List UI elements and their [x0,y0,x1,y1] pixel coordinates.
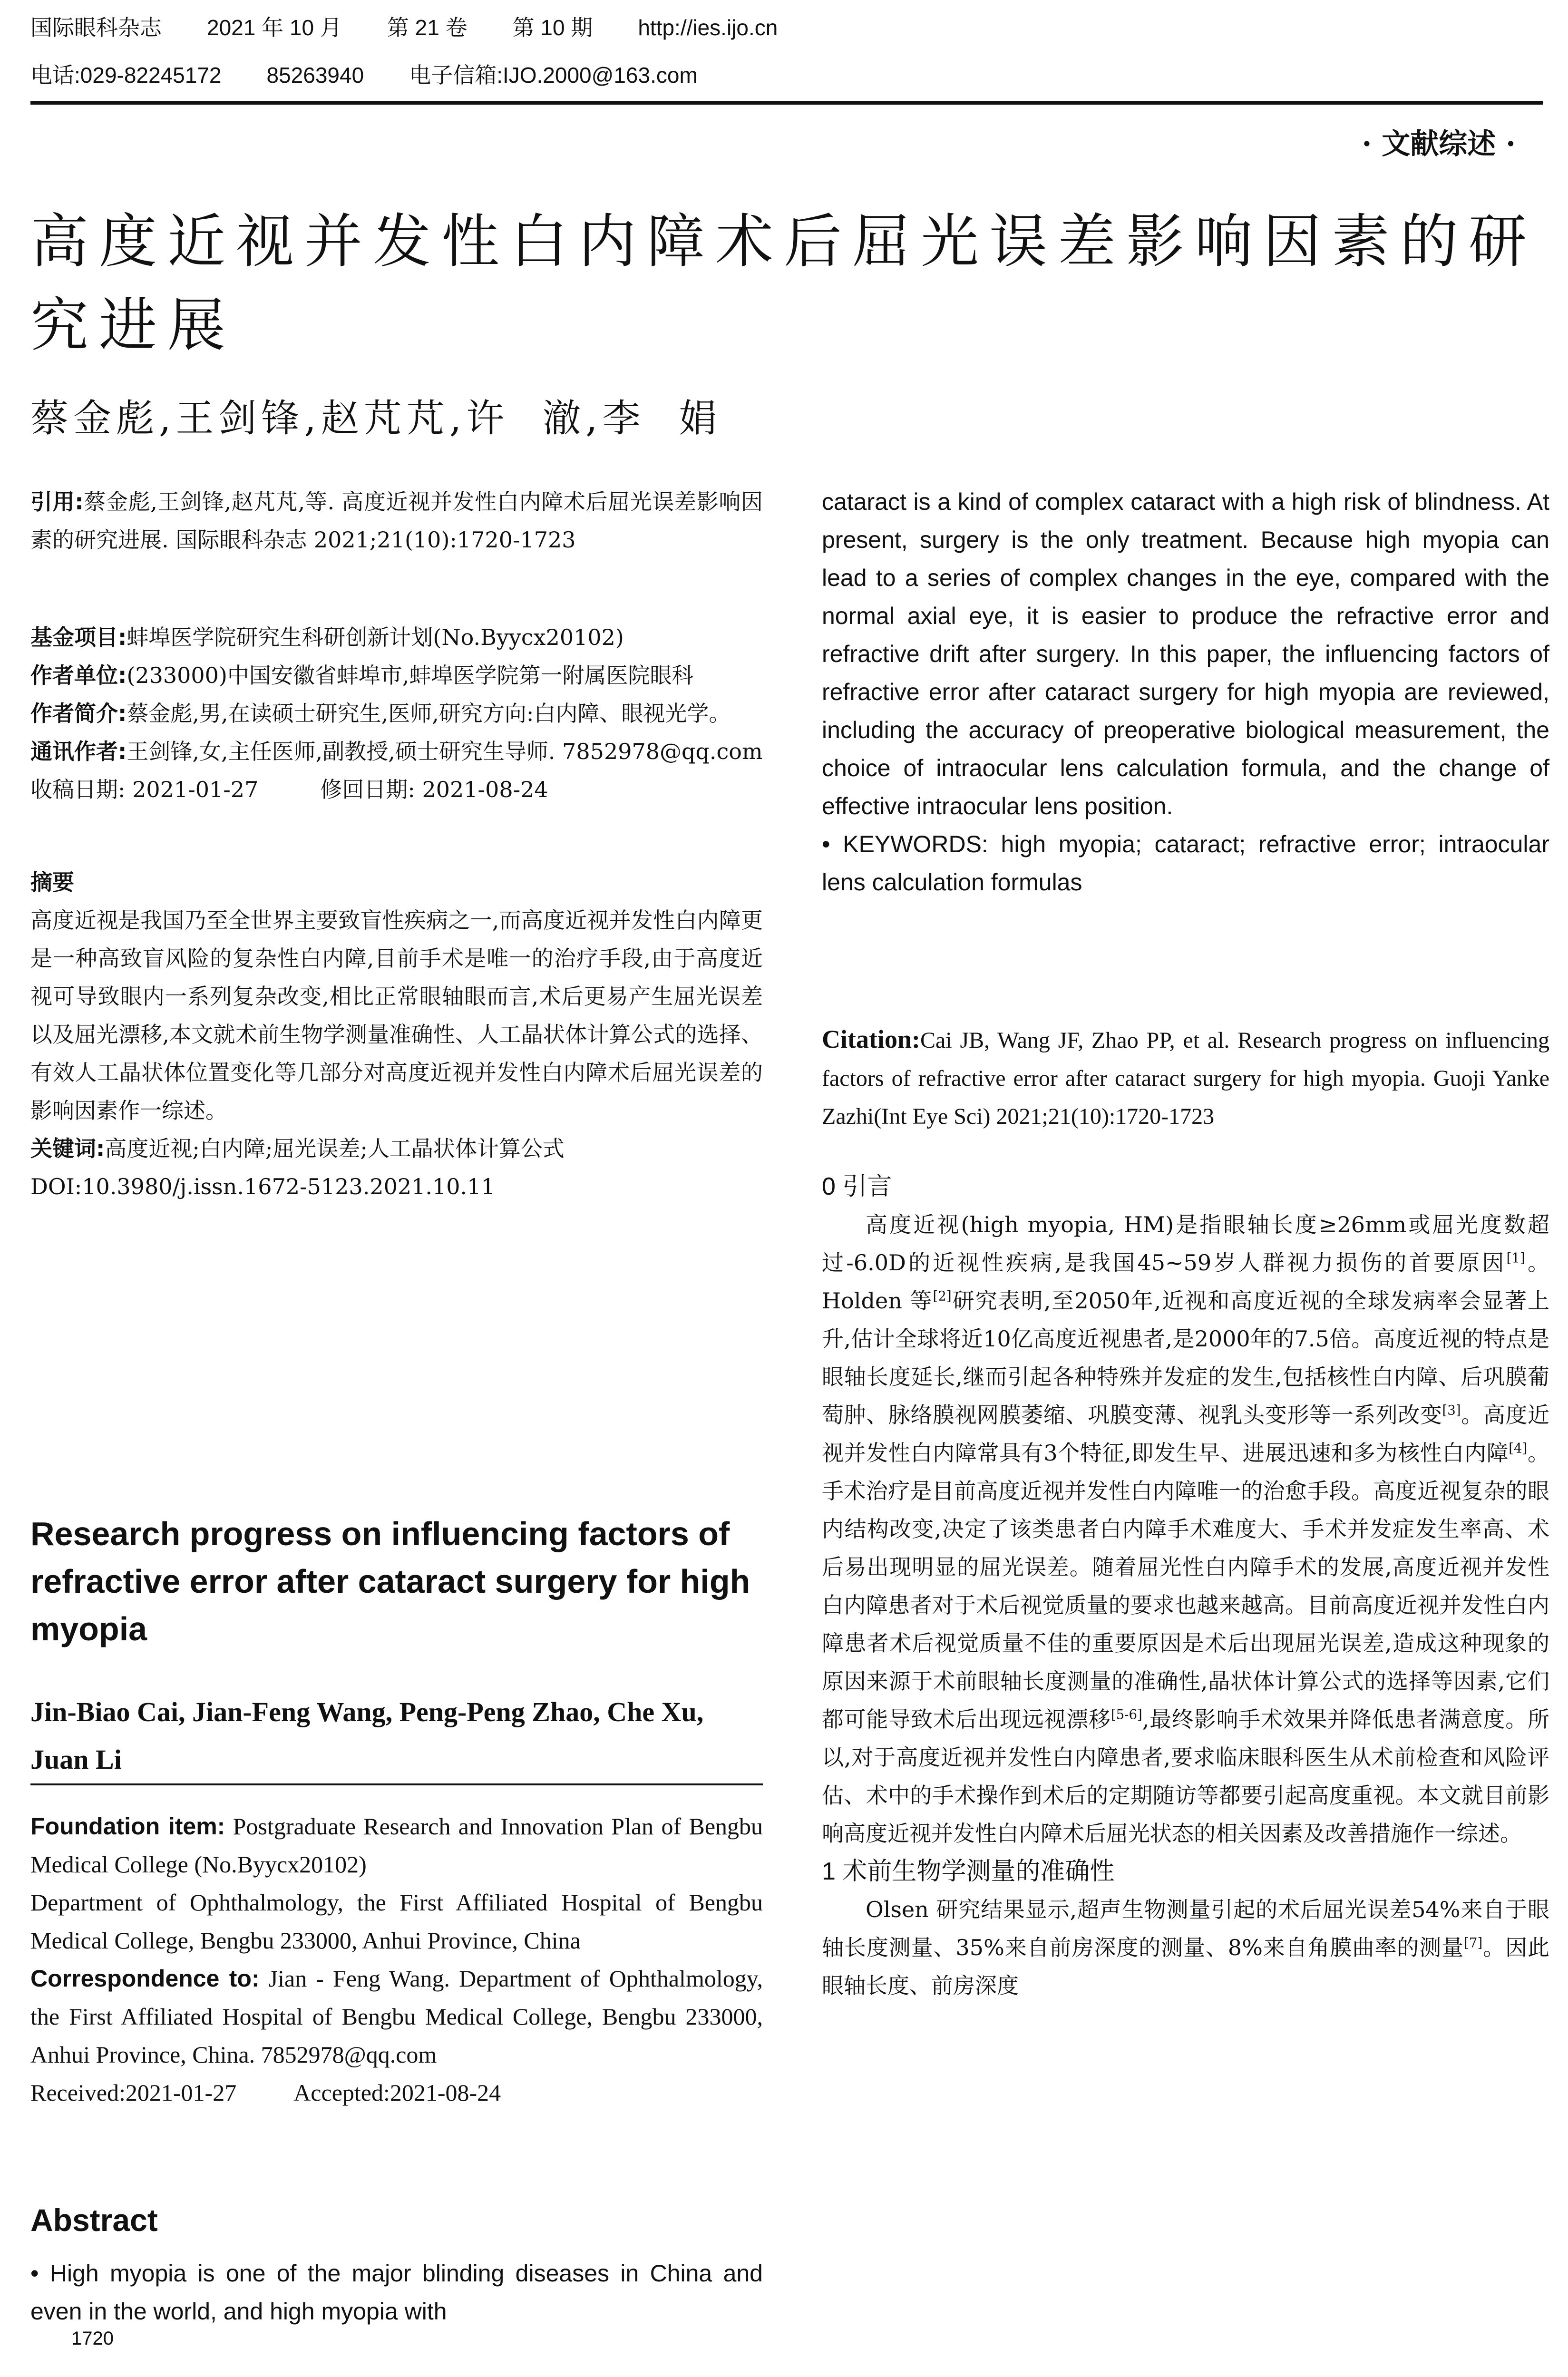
intro-text-3: 研究表明,至2050年,近视和高度近视的全球发病率会显著上升,估计全球将近10亿高度近视患者,是2000年的7.5倍。高度近视的特点是眼轴长度延长,继而引起各种特殊并发症的发生,包括核性白内障、后巩膜葡萄肿、脉络膜视网膜萎缩、巩膜变薄、视乳头变形等一系列改变 [822,1288,1549,1428]
intro-text-4: 。高度近视并发性白内障常具有3个特征,即发生早、进展迅速和多为核性白内障 [822,1402,1550,1466]
section-1-paragraph [822,1890,1549,2005]
authors-cn: 蔡金彪,王剑锋,赵芃芃,许 澈,李 娟 [30,396,722,440]
email[interactable]: 电子信箱:IJO.2000@163.com [409,63,698,88]
header-rule [30,101,1543,105]
citation-label: 引用: [30,489,84,515]
abstract-en-continued [822,483,1549,901]
keywords-cn [30,1130,763,1168]
body-text [822,1168,1549,2005]
ref-3[interactable]: [3] [1442,1402,1461,1418]
dates-en [30,2074,763,2112]
keywords-label: 关键词: [30,1136,105,1161]
english-authors: Jin-Biao Cai, Jian-Feng Wang, Peng-Peng Zhao, Che Xu, Juan Li [30,1696,704,1775]
correspondence-label: Correspondence to: [30,1965,260,1992]
citation-text: 蔡金彪,王剑锋,赵芃芃,等. 高度近视并发性白内障术后屈光误差影响因素的研究进展. 国际眼科杂志 2021;21(10):1720-1723 [30,489,763,553]
corr-label: 通讯作者: [30,739,127,764]
abstract-cn: 高度近视是我国乃至全世界主要致盲性疾病之一,而高度近视并发性白内障更是一种高致盲风险的复杂性白内障,目前手术是唯一的治疗手段,由于高度近视可导致眼内一系列复杂改变,相比正常眼轴眼而言,术后更易产生屈光误差以及屈光漂移,本文就术前生物学测量准确性、人工晶状体计算公式的选择、有效人工晶状体位置变化等几部分对高度近视并发性白内障术后屈光误差的影响因素作一综述。 [30,907,763,1123]
issue-date: 2021 年 10 月 [207,15,342,40]
page-number: 1720 [71,2328,114,2349]
correspondence-text: Jian - Feng Wang. Department of Ophthalmology, the First Affiliated Hospital of Bengbu Medical College, Bengbu 233000, Anhui Province, China. 7852978@qq.com [30,1965,763,2068]
author-bio [30,694,763,732]
ref-2[interactable]: [2] [933,1288,952,1304]
intro-text-2: 。Holden 等 [822,1250,1550,1314]
english-front-matter [30,1807,763,2112]
doi[interactable]: DOI:10.3980/j.issn.1672-5123.2021.10.11 [30,1174,495,1199]
keywords-en: • KEYWORDS: high myopia; cataract; refractive error; intraocular lens calculation formulas [822,831,1549,896]
foundation-label: Foundation item: [30,1813,225,1840]
section-tag: · 文献综述 · [1362,127,1516,161]
ref-7[interactable]: [7] [1464,1935,1483,1951]
journal-url[interactable]: http://ies.ijo.cn [638,15,778,40]
revised-date: 修回日期: 2021-08-24 [320,777,548,802]
running-header-line2 [30,62,743,88]
fund-text: 蚌埠医学院研究生科研创新计划(No.Byycx20102) [127,624,624,650]
citation-cn [30,483,763,559]
dates-cn [30,770,763,809]
citation-en-text: Cai JB, Wang JF, Zhao PP, et al. Research progress on influencing factors of refractive error after cataract surgery for high myopia. Guoji Yanke Zazhi(Int Eye Sci) 2021;21(10):1720-1723 [822,1028,1549,1129]
ref-4[interactable]: [4] [1509,1440,1528,1456]
sec1-text-2: 。因此眼轴长度、前房深度 [822,1935,1550,1998]
abstract-en-start: • High myopia is one of the major blinding diseases in China and even in the world, and high myopia with [30,2260,763,2325]
sec1-text-1: Olsen 研究结果显示,超声生物测量引起的术后屈光误差54%来自于眼轴长度测量、35%来自前房深度的测量、8%来自角膜曲率的测量 [822,1897,1549,1960]
corr-text: 王剑锋,女,主任医师,副教授,硕士研究生导师. 7852978@qq.com [127,739,763,764]
foundation-text: Postgraduate Research and Innovation Plan of Bengbu Medical College (No.Byycx20102) [30,1813,763,1878]
running-header-line1 [30,14,823,41]
journal-name: 国际眼科杂志 [30,15,162,40]
abstract-en-heading: Abstract [30,2202,158,2238]
unit-text: (233000)中国安徽省蚌埠市,蚌埠医学院第一附属医院眼科 [127,662,694,688]
corresponding-author [30,732,763,770]
bio-label: 作者简介: [30,701,127,726]
received-en: Received:2021-01-27 [30,2079,237,2106]
section-1-heading: 1 术前生物学测量的准确性 [822,1858,1115,1885]
intro-text-6: ,最终影响手术效果并降低患者满意度。所以,对于高度近视并发性白内障患者,要求临床眼科医生从术前检查和风险评估、术中的手术操作到术后的定期随访等都要引起高度重视。本文就目前影响高度近视并发性白内障术后屈光状态的相关因素及改善措施作一综述。 [822,1706,1550,1846]
article-title: 高度近视并发性白内障术后屈光误差影响因素的研究进展 [30,208,1537,359]
accepted-en: Accepted:2021-08-24 [293,2079,501,2106]
left-column [30,483,763,1206]
citation-en [822,1020,1549,1136]
abstract-en-text: cataract is a kind of complex cataract with a high risk of blindness. At present, surgery is the only treatment. Because high myopia can lead to a series of complex changes in the eye, compared with the normal axial eye, it is easier to produce the refractive error and refractive drift after surgery. In this paper, the influencing factors of refractive error after cataract surgery for high myopia are reviewed, including the accuracy of preoperative biological measurement, the choice of intraocular lens calculation formula, and the change of effective intraocular lens position. [822,488,1549,819]
abstract-heading: 摘要 [30,869,74,895]
citation-en-label: Citation: [822,1025,920,1053]
correspondence [30,1959,763,2074]
bio-text: 蔡金彪,男,在读硕士研究生,医师,研究方向:白内障、眼视光学。 [127,701,731,726]
received-date: 收稿日期: 2021-01-27 [30,777,259,802]
fund-label: 基金项目: [30,624,127,650]
phone-2: 85263940 [266,63,364,88]
ref-5[interactable]: [5-6] [1110,1706,1142,1723]
department: Department of Ophthalmology, the First Affiliated Hospital of Bengbu Medical College, Bengbu 233000, Anhui Province, China [30,1889,763,1954]
unit-label: 作者单位: [30,662,127,688]
intro-text-1: 高度近视(high myopia, HM)是指眼轴长度≥26mm或屈光度数超过-6.0D的近视性疾病,是我国45~59岁人群视力损伤的首要原因 [822,1212,1549,1276]
intro-text-5: 。手术治疗是目前高度近视并发性白内障唯一的治愈手段。高度近视复杂的眼内结构改变,决定了该类患者白内障手术难度大、手术并发症发生率高、术后易出现明显的屈光误差。随着屈光性白内障手术的发展,高度近视并发性白内障患者对于术后视觉质量的要求也越来越高。目前高度近视并发性白内障患者术后视觉质量不佳的重要原因是术后出现屈光误差,造成这种现象的原因来源于术前眼轴长度测量的准确性,晶状体计算公式的选择等因素,它们都可能导致术后出现远视漂移 [822,1440,1550,1732]
keywords-text: 高度近视;白内障;屈光误差;人工晶状体计算公式 [105,1136,565,1161]
authors-rule [30,1783,763,1785]
intro-paragraph [822,1206,1549,1852]
english-title: Research progress on influencing factors of refractive error after cataract surgery for high myopia [30,1515,750,1647]
phone: 电话:029-82245172 [30,63,222,88]
issue: 第 10 期 [512,15,593,40]
author-unit [30,656,763,694]
intro-heading: 0 引言 [822,1173,892,1200]
foundation-item [30,1807,763,1883]
ref-1[interactable]: [1] [1506,1250,1525,1266]
fund-item [30,618,763,656]
volume: 第 21 卷 [387,15,467,40]
